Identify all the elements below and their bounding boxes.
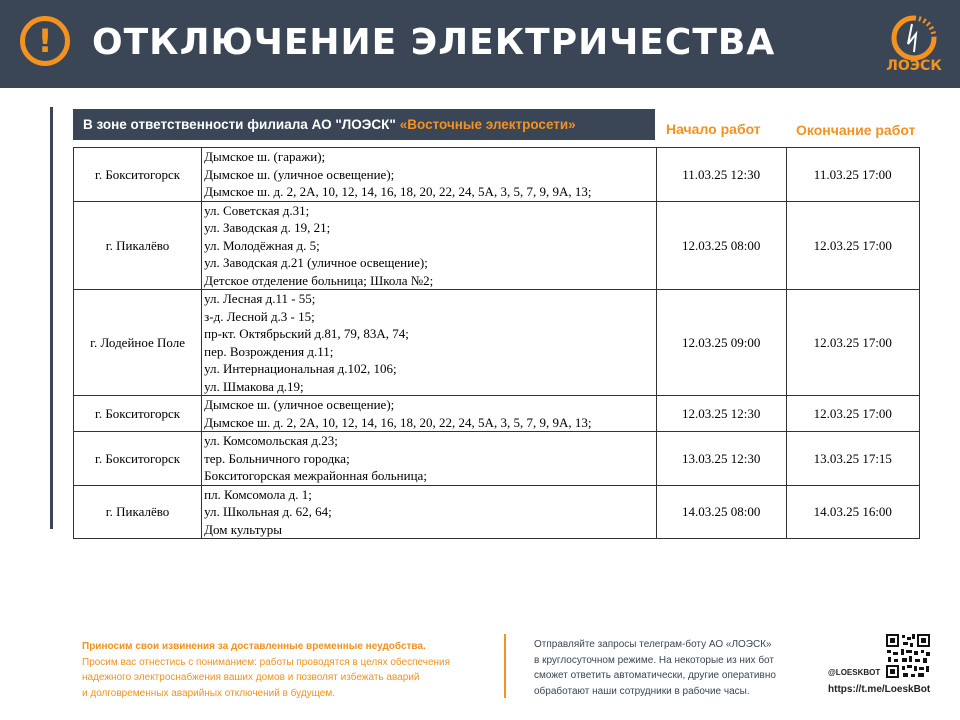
bot-handle: @LOESKBOT xyxy=(828,668,881,677)
column-header-end: Окончание работ xyxy=(796,122,916,138)
row-end-time: 12.03.25 17:00 xyxy=(786,201,920,290)
bot-info-line: Отправляйте запросы телеграм-боту АО «ЛОЭСК» xyxy=(534,639,772,650)
zone-header xyxy=(73,109,655,140)
address-line: пр-кт. Октябрьский д.81, 79, 83А, 74; xyxy=(204,326,409,341)
address-line: ул. Школьная д. 62, 64; xyxy=(204,504,332,519)
address-line: ул. Интернациональная д.102, 106; xyxy=(204,361,397,376)
bot-link[interactable]: https://t.me/LoeskBot xyxy=(828,684,931,695)
address-line: Дымское ш. д. 2, 2А, 10, 12, 14, 16, 18, 20, 22, 24, 5А, 3, 5, 7, 9, 9А, 13; xyxy=(204,414,592,430)
row-addresses xyxy=(202,396,657,432)
table-row xyxy=(74,290,920,396)
company-logo xyxy=(886,14,942,76)
row-city: г. Бокситогорск xyxy=(74,432,202,486)
table-row xyxy=(74,148,920,202)
address-line: ул. Шмакова д.19; xyxy=(204,378,304,394)
apology-line: и долговременных аварийных отключений в будущем. xyxy=(82,687,335,699)
bot-info-line: в круглосуточном режиме. На некоторые из них бот xyxy=(534,654,774,666)
row-addresses xyxy=(202,432,657,486)
row-city: г. Пикалёво xyxy=(74,201,202,290)
address-line: Дымское ш. д. 2, 2А, 10, 12, 14, 16, 18, 20, 22, 24, 5А, 3, 5, 7, 9, 9А, 13; xyxy=(204,184,592,199)
address-line: Бокситогорская межрайонная больница; xyxy=(204,468,427,483)
logo-text: ЛОЭСК xyxy=(886,58,942,74)
address-line: ул. Заводская д.21 (уличное освещение); xyxy=(204,255,428,270)
apology-block xyxy=(82,639,492,701)
row-addresses xyxy=(202,148,657,202)
row-start-time: 12.03.25 08:00 xyxy=(656,201,786,290)
table-row xyxy=(74,432,920,486)
row-city: г. Бокситогорск xyxy=(74,396,202,432)
address-line: Детское отделение больница; Школа №2; xyxy=(204,272,434,288)
outage-table-body xyxy=(74,148,920,539)
row-addresses xyxy=(202,485,657,539)
row-addresses xyxy=(202,201,657,290)
address-line: Дымское ш. (уличное освещение); xyxy=(204,166,395,182)
row-end-time: 11.03.25 17:00 xyxy=(786,148,920,202)
row-start-time: 12.03.25 12:30 xyxy=(656,396,786,432)
row-end-time: 13.03.25 17:15 xyxy=(786,432,920,486)
address-line: пл. Комсомола д. 1; xyxy=(204,486,312,502)
apology-line: Просим вас отнестись с пониманием: работы проводятся в целях обеспечения xyxy=(82,656,451,668)
alert-icon: ! xyxy=(20,16,70,66)
row-end-time: 12.03.25 17:00 xyxy=(786,396,920,432)
row-addresses xyxy=(202,290,657,396)
table-row xyxy=(74,485,920,539)
row-start-time: 13.03.25 12:30 xyxy=(656,432,786,486)
table-row xyxy=(74,396,920,432)
row-city: г. Бокситогорск xyxy=(74,148,202,202)
bot-info-line: обработают наши сотрудники в рабочие часы. xyxy=(534,685,750,697)
row-start-time: 11.03.25 12:30 xyxy=(656,148,786,202)
outage-table xyxy=(73,147,920,539)
page-title: ОТКЛЮЧЕНИЕ ЭЛЕКТРИЧЕСТВА xyxy=(92,22,776,63)
row-start-time: 12.03.25 09:00 xyxy=(656,290,786,396)
header-banner xyxy=(0,0,960,88)
side-accent-bar xyxy=(50,107,53,529)
address-line: ул. Комсомольская д.23; xyxy=(204,433,338,448)
zone-branch: «Восточные электросети» xyxy=(399,117,576,132)
address-line: Дымское ш. (уличное освещение); xyxy=(204,397,395,412)
address-line: ул. Заводская д. 19, 21; xyxy=(204,220,331,235)
apology-title: Приносим свои извинения за доставленные временные неудобства. xyxy=(82,641,426,652)
qr-code-icon[interactable] xyxy=(885,633,931,679)
address-line: ул. Лесная д.11 - 55; xyxy=(204,291,316,306)
bot-info-block xyxy=(534,637,824,699)
bot-info-line: сможет ответить автоматически, другие оперативно xyxy=(534,670,776,682)
logo-ring-icon xyxy=(890,14,938,62)
row-city: г. Лодейное Поле xyxy=(74,290,202,396)
zone-prefix: В зоне ответственности филиала АО "ЛОЭСК" xyxy=(83,117,396,132)
address-line: Дом культуры xyxy=(204,521,282,537)
footer-divider xyxy=(504,634,506,698)
address-line: з-д. Лесной д.3 - 15; xyxy=(204,308,315,324)
row-city: г. Пикалёво xyxy=(74,485,202,539)
row-end-time: 14.03.25 16:00 xyxy=(786,485,920,539)
address-line: ул. Советская д.31; xyxy=(204,202,310,218)
address-line: пер. Возрождения д.11; xyxy=(204,343,334,359)
address-line: тер. Больничного городка; xyxy=(204,450,350,466)
address-line: Дымское ш. (гаражи); xyxy=(204,149,326,164)
row-start-time: 14.03.25 08:00 xyxy=(656,485,786,539)
address-line: ул. Молодёжная д. 5; xyxy=(204,237,320,253)
table-row xyxy=(74,201,920,290)
apology-line: надежного электроснабжения ваших домов и позволят избежать аварий xyxy=(82,672,420,684)
column-header-start: Начало работ xyxy=(666,121,761,137)
row-end-time: 12.03.25 17:00 xyxy=(786,290,920,396)
